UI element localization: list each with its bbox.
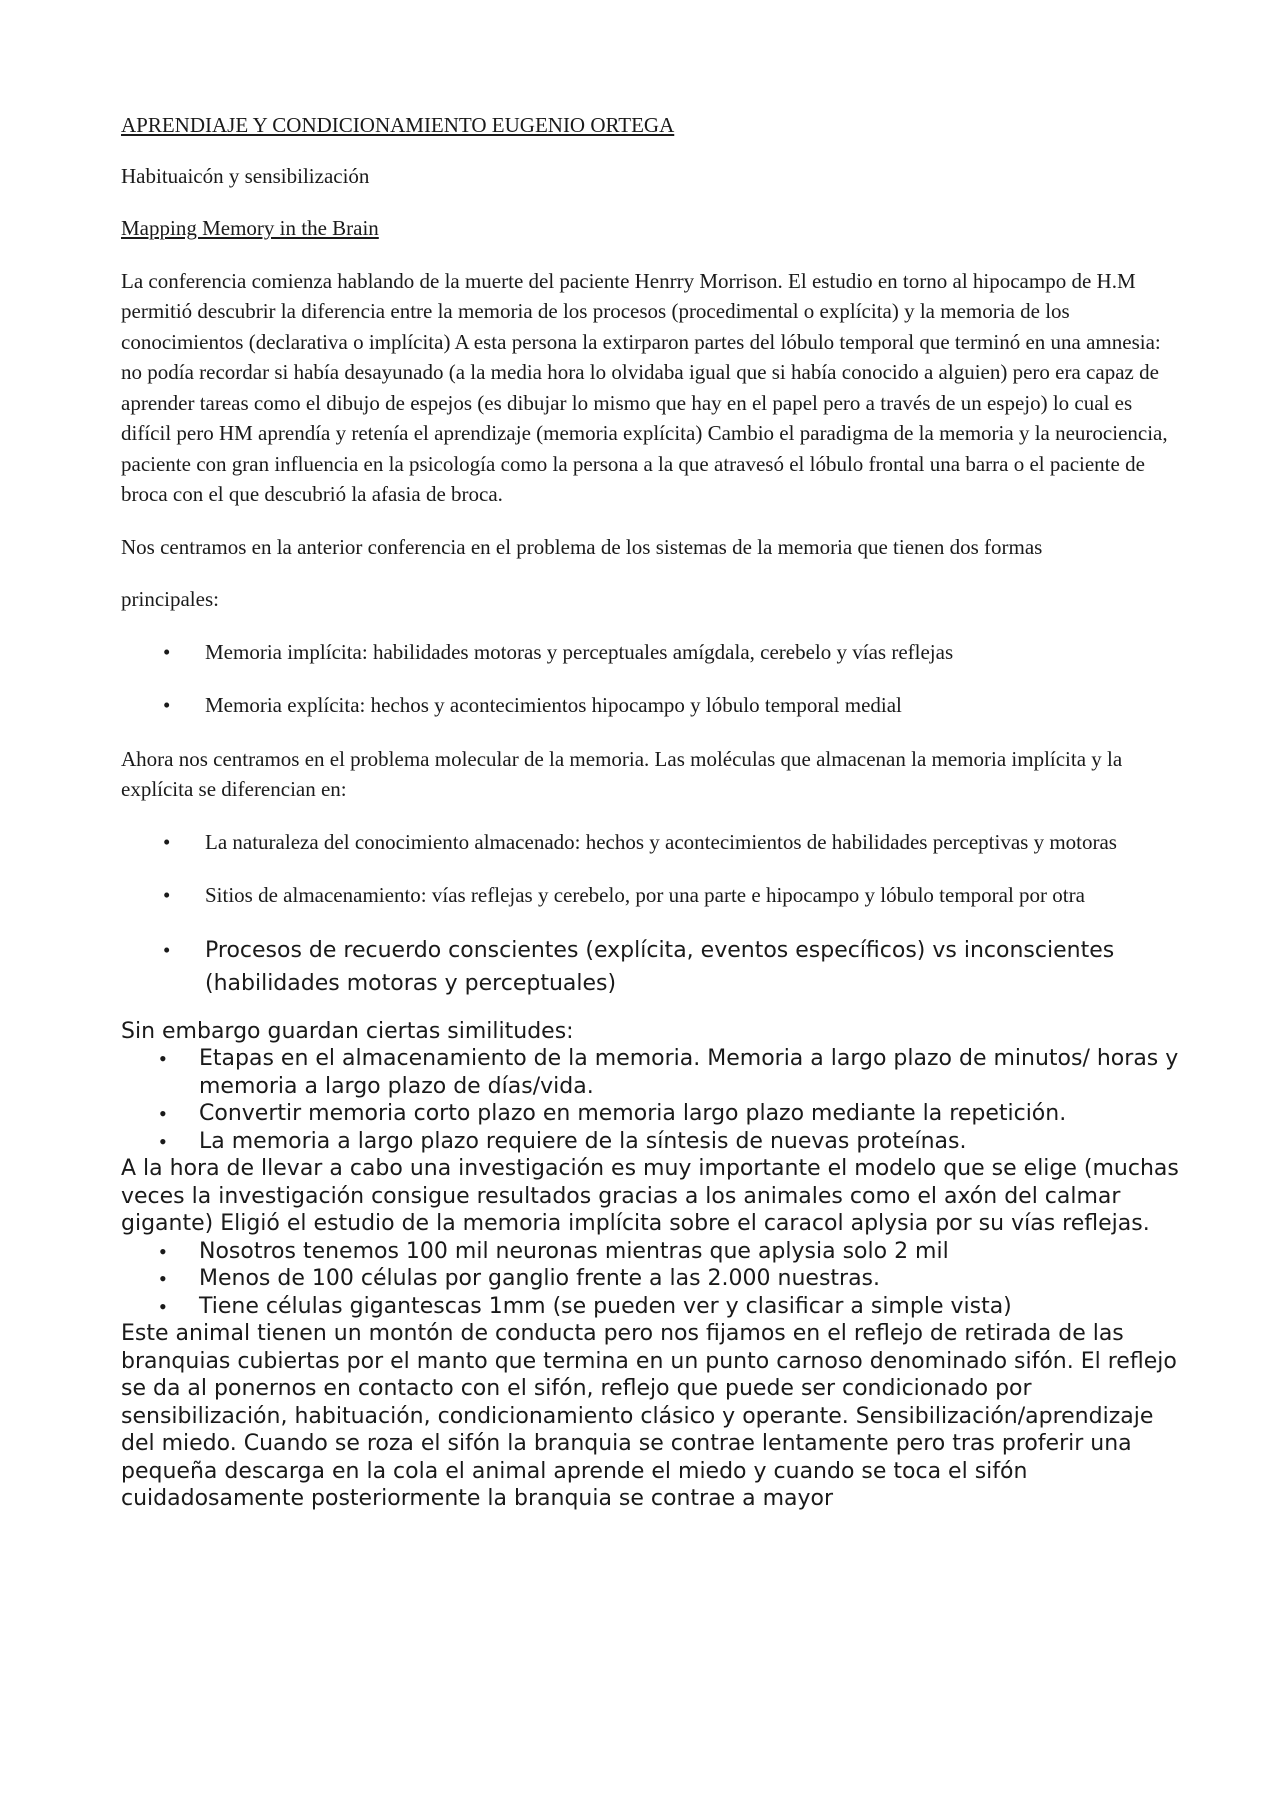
document-title: APRENDIAJE Y CONDICIONAMIENTO EUGENIO ORTEGA — [121, 113, 675, 137]
paragraph-reflex: Este animal tienen un montón de conducta pero nos fijamos en el reflejo de retirada de las branquias cubiertas por el manto que termina en un punto carnoso denominado sifón. El reflejo se da al ponernos en contacto con el sifón, reflejo que puede ser condicionado por sensibilización, habituación, condicionamiento clásico y operante. Sensibilización/aprendizaje del miedo. Cuando se roza el sifón la branquia se contrae lentamente pero tras proferir una pequeña descarga en la cola el animal aprende el miedo y cuando se toca el sifón cuidadosamente posteriormente la branquia se contrae a mayor — [121, 1321, 1177, 1511]
list-item: • La naturaleza del conocimiento almacenado: hechos y acontecimientos de habilidades perceptivas y motoras — [121, 827, 1181, 858]
bullet-icon: • — [159, 1238, 167, 1264]
bullet-icon: • — [163, 693, 171, 717]
list-item: • Memoria explícita: hechos y acontecimientos hipocampo y lóbulo temporal medial — [121, 690, 1181, 721]
paragraph-model: A la hora de llevar a cabo una investigación es muy importante el modelo que se elige (muchas veces la investigación consigue resultados gracias a los animales como el axón del calmar gigante) Eligió el estudio de la memoria implícita sobre el caracol aplysia por su vías reflejas. — [121, 1156, 1179, 1236]
list-item: • Tiene células gigantescas 1mm (se pueden ver y clasificar a simple vista) — [159, 1293, 1012, 1319]
bullet-icon: • — [163, 937, 171, 962]
bullet-icon: • — [163, 883, 171, 907]
bullet-icon: • — [159, 1046, 167, 1071]
memory-types-list — [121, 637, 1181, 721]
aplysia-facts-list — [121, 1238, 1181, 1321]
list-item: • La memoria a largo plazo requiere de la síntesis de nuevas proteínas. — [159, 1128, 967, 1154]
list-item: • Nosotros tenemos 100 mil neuronas mientras que aplysia solo 2 mil — [159, 1238, 949, 1264]
paragraph-principales: principales: — [121, 587, 219, 611]
list-item: • Procesos de recuerdo conscientes (explícita, eventos específicos) vs inconscientes (habilidades motoras y perceptuales) — [121, 934, 1181, 1000]
bullet-icon: • — [159, 1128, 167, 1154]
list-item: • Memoria implícita: habilidades motoras y perceptuales amígdala, cerebelo y vías reflejas — [121, 637, 1181, 668]
paragraph-similarities: Sin embargo guardan ciertas similitudes: — [121, 1018, 574, 1044]
bullet-icon: • — [159, 1293, 167, 1319]
list-item: • Sitios de almacenamiento: vías reflejas y cerebelo, por una parte e hipocampo y lóbulo temporal por otra — [121, 880, 1181, 911]
bullet-icon: • — [159, 1266, 167, 1291]
bullet-icon: • — [159, 1101, 167, 1126]
paragraph-memory-systems: Nos centramos en la anterior conferencia en el problema de los sistemas de la memoria que tienen dos formas — [121, 534, 1043, 559]
bullet-icon: • — [163, 639, 171, 664]
list-item: • Menos de 100 células por ganglio frente a las 2.000 nuestras. — [159, 1266, 881, 1291]
list-item: • Etapas en el almacenamiento de la memoria. Memoria a largo plazo de minutos/ horas y memoria a largo plazo de días/vida. — [159, 1046, 1179, 1099]
list-item: • Convertir memoria corto plazo en memoria largo plazo mediante la repetición. — [159, 1101, 1067, 1126]
document-page — [121, 110, 1181, 1513]
bullet-icon: • — [163, 829, 171, 854]
similarities-list — [121, 1045, 1181, 1155]
section-heading: Mapping Memory in the Brain — [121, 216, 379, 240]
differences-list — [121, 827, 1181, 1000]
paragraph-molecular: Ahora nos centramos en el problema molecular de la memoria. Las moléculas que almacenan la memoria implícita y la explícita se diferencian en: — [121, 746, 1123, 801]
paragraph-intro: La conferencia comienza hablando de la muerte del paciente Henrry Morrison. El estudio en torno al hipocampo de H.M permitió descubrir la diferencia entre la memoria de los procesos (procedimental o explícita) y la memoria de los conocimientos (declarativa o implícita) A esta persona la extirparon partes del lóbulo temporal que terminó en una amnesia: no podía recordar si había desayunado (a la media hora lo olvidaba igual que si había conocido a alguien) pero era capaz de aprender tareas como el dibujo de espejos (es dibujar lo mismo que hay en el papel pero a través de un espejo) lo cual es difícil pero HM aprendía y retenía el aprendizaje (memoria explícita) Cambio el paradigma de la memoria y la neurociencia, paciente con gran influencia en la psicología como la persona a la que atravesó el lóbulo frontal una barra o el paciente de broca con el que descubrió la afasia de broca. — [121, 268, 1168, 506]
document-subtitle: Habituaicón y sensibilización — [121, 163, 370, 188]
